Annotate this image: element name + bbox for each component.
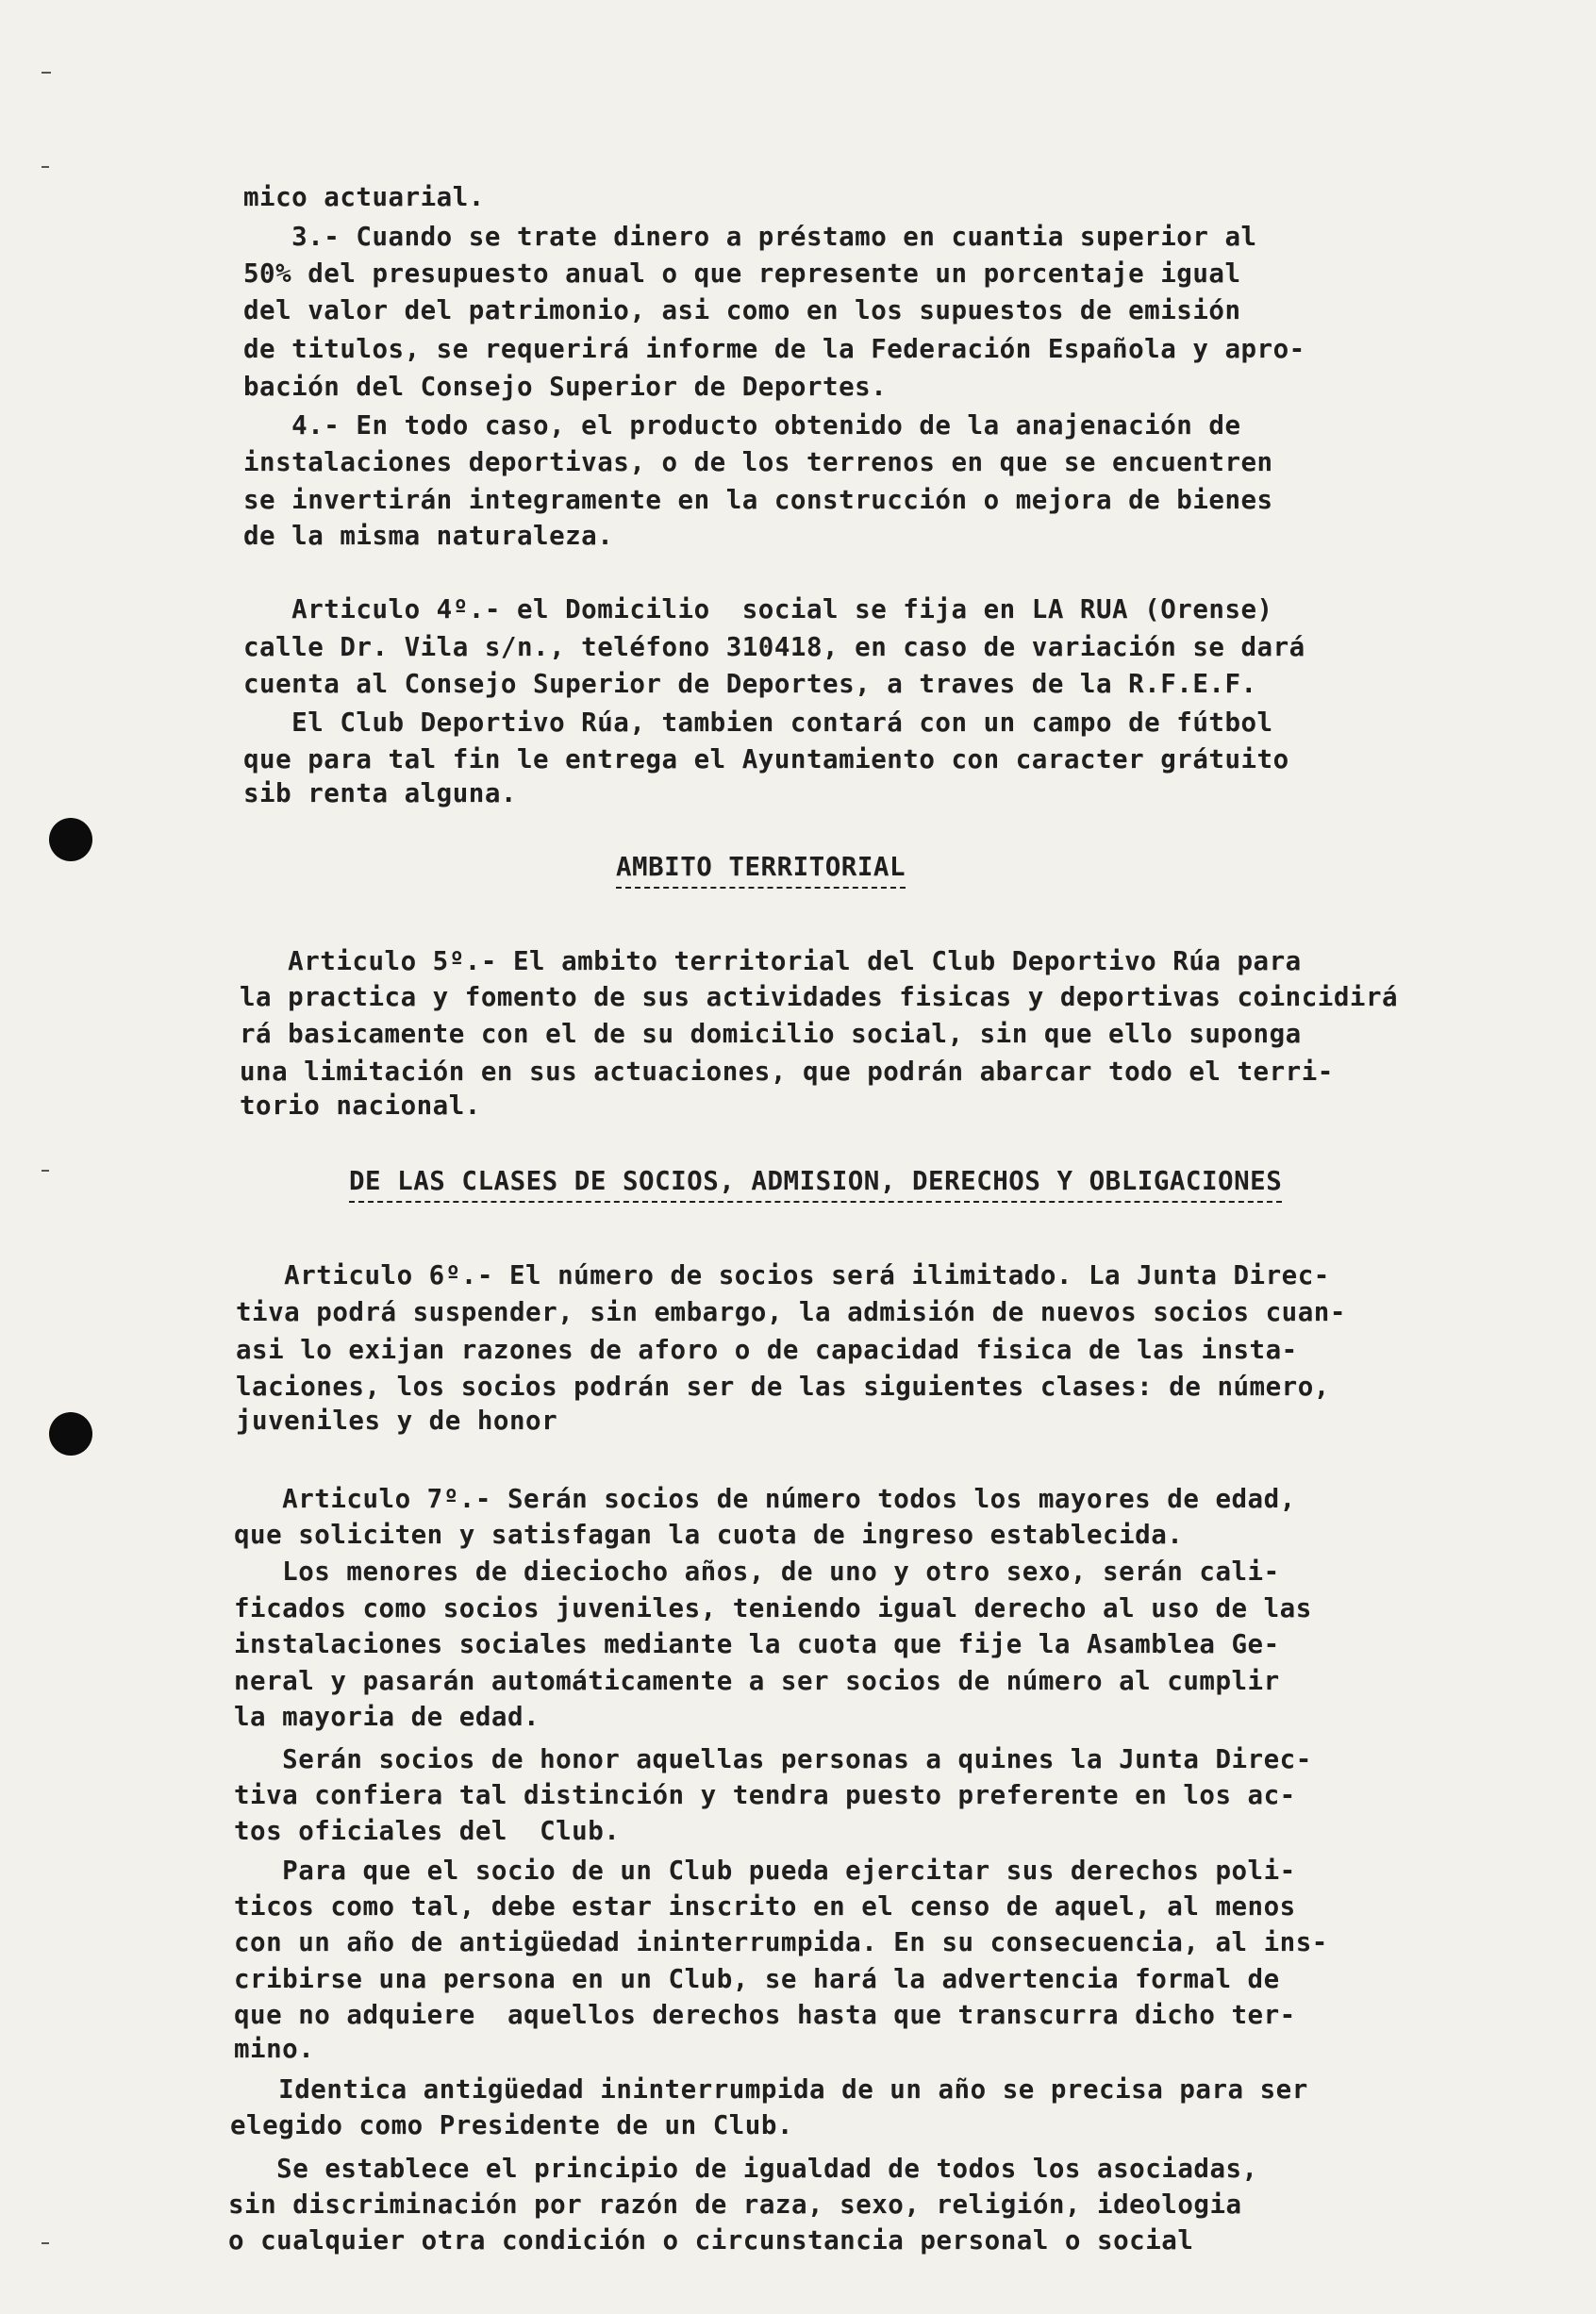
text-line: Serán socios de honor aquellas personas a quines la Junta Direc-: [234, 1744, 1312, 1774]
text-line: elegido como Presidente de un Club.: [230, 2110, 793, 2140]
section-heading: AMBITO TERRITORIAL: [616, 849, 906, 889]
text-line: que para tal fin le entrega el Ayuntamiento con caracter grátuito: [243, 744, 1289, 774]
punch-hole-top: [49, 818, 92, 861]
text-line: mico actuarial.: [243, 182, 485, 212]
text-line: Articulo 6º.- El número de socios será ilimitado. La Junta Direc-: [236, 1260, 1330, 1290]
text-line: tiva podrá suspender, sin embargo, la admisión de nuevos socios cuan-: [236, 1297, 1346, 1327]
text-line: Articulo 5º.- El ambito territorial del Club Deportivo Rúa para: [240, 946, 1302, 976]
text-line: ticos como tal, debe estar inscrito en el censo de aquel, al menos: [234, 1891, 1296, 1922]
text-line: de titulos, se requerirá informe de la Federación Española y apro-: [243, 334, 1305, 364]
text-line: Identica antigüedad ininterrumpida de un año se precisa para ser: [230, 2074, 1308, 2105]
text-line: torio nacional.: [240, 1090, 481, 1121]
text-line: mino.: [234, 2034, 315, 2064]
punch-hole-bottom: [49, 1412, 92, 1456]
text-line: cuenta al Consejo Superior de Deportes, a traves de la R.F.E.F.: [243, 669, 1257, 699]
text-line: con un año de antigüedad ininterrumpida. En su consecuencia, al ins-: [234, 1927, 1328, 1957]
text-line: que no adquiere aquellos derechos hasta que transcurra dicho ter-: [234, 2000, 1296, 2030]
text-line: una limitación en sus actuaciones, que podrán abarcar todo el terri-: [240, 1057, 1334, 1087]
text-line: bación del Consejo Superior de Deportes.: [243, 372, 888, 402]
text-line: cribirse una persona en un Club, se hará la advertencia formal de: [234, 1964, 1280, 1994]
text-line: neral y pasarán automáticamente a ser socios de número al cumplir: [234, 1666, 1280, 1696]
text-line: asi lo exijan razones de aforo o de capacidad fisica de las insta-: [236, 1335, 1298, 1365]
text-line: Articulo 7º.- Serán socios de número todos los mayores de edad,: [234, 1484, 1296, 1514]
text-line: sin discriminación por razón de raza, sexo, religión, ideologia: [228, 2189, 1242, 2220]
text-line: 4.- En todo caso, el producto obtenido de la anajenación de: [243, 410, 1241, 441]
text-line: se invertirán integramente en la construcción o mejora de bienes: [243, 485, 1273, 515]
text-line: Los menores de dieciocho años, de uno y otro sexo, serán cali-: [234, 1557, 1280, 1587]
text-line: que soliciten y satisfagan la cuota de ingreso establecida.: [234, 1520, 1184, 1550]
text-line: juveniles y de honor: [236, 1406, 558, 1436]
margin-mark: [42, 1170, 49, 1172]
text-line: tiva confiera tal distinción y tendra puesto preferente en los ac-: [234, 1780, 1296, 1810]
text-line: calle Dr. Vila s/n., teléfono 310418, en caso de variación se dará: [243, 632, 1305, 662]
text-line: de la misma naturaleza.: [243, 521, 614, 551]
text-line: laciones, los socios podrán ser de las siguientes clases: de número,: [236, 1372, 1330, 1402]
text-line: instalaciones deportivas, o de los terrenos en que se encuentren: [243, 447, 1273, 477]
text-line: Articulo 4º.- el Domicilio social se fija en LA RUA (Orense): [243, 594, 1273, 624]
text-line: sib renta alguna.: [243, 778, 517, 808]
text-line: la mayoria de edad.: [234, 1702, 540, 1732]
margin-mark: [42, 72, 51, 74]
text-line: 3.- Cuando se trate dinero a préstamo en cuantia superior al: [243, 222, 1257, 252]
text-line: Se establece el principio de igualdad de todos los asociadas,: [228, 2154, 1258, 2184]
text-line: del valor del patrimonio, asi como en los supuestos de emisión: [243, 295, 1241, 325]
text-line: 50% del presupuesto anual o que represente un porcentaje igual: [243, 258, 1241, 289]
text-line: ficados como socios juveniles, teniendo igual derecho al uso de las: [234, 1593, 1312, 1623]
text-line: la practica y fomento de sus actividades fisicas y deportivas coincidirá: [240, 982, 1399, 1012]
margin-mark: [42, 2242, 49, 2244]
text-line: El Club Deportivo Rúa, tambien contará con un campo de fútbol: [243, 708, 1273, 738]
section-heading: DE LAS CLASES DE SOCIOS, ADMISION, DERECHOS Y OBLIGACIONES: [349, 1163, 1282, 1203]
text-line: rá basicamente con el de su domicilio social, sin que ello suponga: [240, 1019, 1302, 1049]
text-line: Para que el socio de un Club pueda ejercitar sus derechos poli-: [234, 1856, 1296, 1886]
text-line: o cualquier otra condición o circunstancia personal o social: [228, 2225, 1194, 2256]
margin-mark: [42, 166, 49, 168]
text-line: tos oficiales del Club.: [234, 1816, 621, 1846]
text-line: instalaciones sociales mediante la cuota que fije la Asamblea Ge-: [234, 1629, 1280, 1659]
